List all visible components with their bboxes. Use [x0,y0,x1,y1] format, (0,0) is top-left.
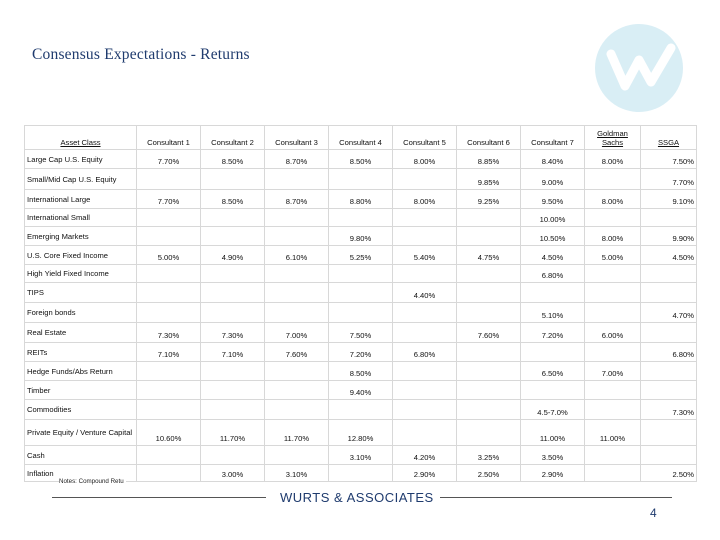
row-label: International Large [25,190,137,209]
table-cell [457,381,521,400]
table-cell: 7.60% [265,343,329,362]
table-cell: 4.40% [393,283,457,303]
table-cell [585,283,641,303]
table-cell [641,209,697,227]
table-cell: 11.00% [521,420,585,446]
table-row [25,362,697,381]
table-cell [137,283,201,303]
row-label: Emerging Markets [25,227,137,246]
table-cell [457,400,521,420]
table-cell [585,265,641,283]
table-cell: 5.10% [521,303,585,323]
table-row [25,169,697,190]
table-cell: 8.00% [585,190,641,209]
slide-title: Consensus Expectations - Returns [32,46,250,63]
table-cell: 3.10% [265,465,329,482]
table-cell: 4.50% [641,246,697,265]
table-cell [265,209,329,227]
table-cell [265,283,329,303]
table-cell [201,283,265,303]
table-cell: 2.90% [393,465,457,482]
table-cell [265,303,329,323]
table-cell: 10.50% [521,227,585,246]
table-cell: 8.50% [201,190,265,209]
table-cell [585,400,641,420]
table-row [25,246,697,265]
table-row [25,303,697,323]
table-cell [329,303,393,323]
table-cell [201,446,265,465]
table-cell: 8.70% [265,150,329,169]
table-cell [265,362,329,381]
table-cell [641,446,697,465]
table-cell [137,169,201,190]
table-cell [393,303,457,323]
table-cell [201,209,265,227]
table-cell [201,400,265,420]
table-cell: 7.10% [137,343,201,362]
table-cell: 4.5-7.0% [521,400,585,420]
table-cell [457,303,521,323]
table-row [25,265,697,283]
table-cell: 6.80% [521,265,585,283]
table-cell [137,446,201,465]
table-cell [137,265,201,283]
table-cell: 4.75% [457,246,521,265]
table-cell [137,227,201,246]
notes-text: Notes: Compound Retu [59,478,124,485]
table-cell: 7.30% [137,323,201,343]
table-cell [641,362,697,381]
row-label: TIPS [25,283,137,303]
row-label: REITs [25,343,137,362]
table-cell [641,420,697,446]
table-cell [585,381,641,400]
header-row [25,126,697,150]
table-cell: 6.50% [521,362,585,381]
table-row [25,400,697,420]
table-cell: 3.50% [521,446,585,465]
table-cell: 4.20% [393,446,457,465]
table-cell: 9.80% [329,227,393,246]
table-cell [393,265,457,283]
table-cell: 8.80% [329,190,393,209]
table-cell: 8.40% [521,150,585,169]
table-cell: 9.25% [457,190,521,209]
table-cell [393,362,457,381]
table-cell [329,209,393,227]
table-cell: 7.30% [641,400,697,420]
table-cell [641,265,697,283]
header-ssga: SSGA [641,126,697,150]
table-cell [585,209,641,227]
table-cell: 5.40% [393,246,457,265]
header-consultant-5: Consultant 5 [393,126,457,150]
header-consultant-1: Consultant 1 [137,126,201,150]
table-cell [329,265,393,283]
table-cell: 3.00% [201,465,265,482]
table-cell: 4.50% [521,246,585,265]
wurts-logo-icon [595,24,683,112]
table-cell [393,227,457,246]
header-consultant-3: Consultant 3 [265,126,329,150]
table-cell [641,381,697,400]
table-cell [585,303,641,323]
table-cell: 9.40% [329,381,393,400]
table-cell [393,169,457,190]
table-cell: 7.50% [329,323,393,343]
table-cell: 9.85% [457,169,521,190]
table-cell [457,227,521,246]
table-cell: 6.80% [393,343,457,362]
table-cell: 8.00% [393,190,457,209]
table-row [25,446,697,465]
table-cell: 6.00% [585,323,641,343]
table-row [25,190,697,209]
table-cell: 2.50% [457,465,521,482]
row-label: High Yield Fixed Income [25,265,137,283]
table-cell: 9.90% [641,227,697,246]
table-cell [521,283,585,303]
table-cell [201,362,265,381]
table-cell: 7.20% [329,343,393,362]
table-cell [265,446,329,465]
table-cell: 8.85% [457,150,521,169]
table-cell [585,343,641,362]
table-cell [521,343,585,362]
table-cell [393,323,457,343]
table-cell: 2.90% [521,465,585,482]
header-goldman-sachs: Goldman Sachs [585,126,641,150]
table-cell: 7.30% [201,323,265,343]
table-cell: 7.20% [521,323,585,343]
table-cell [329,465,393,482]
table-cell: 8.50% [201,150,265,169]
table-cell: 11.70% [265,420,329,446]
table-cell [201,303,265,323]
row-label: Small/Mid Cap U.S. Equity [25,169,137,190]
table-cell [137,209,201,227]
table-cell: 7.10% [201,343,265,362]
table-cell [137,362,201,381]
table-cell [641,323,697,343]
table-cell [457,209,521,227]
table-cell [457,265,521,283]
table-row [25,420,697,446]
table-row [25,381,697,400]
table-cell [641,283,697,303]
returns-table [24,125,697,482]
table-cell [521,381,585,400]
table-cell: 8.00% [585,227,641,246]
table-cell [265,169,329,190]
table-cell: 9.00% [521,169,585,190]
table-cell: 7.70% [137,190,201,209]
table-cell: 7.00% [265,323,329,343]
footer-rule-right [440,497,672,498]
table-cell [329,400,393,420]
table-cell [137,303,201,323]
table-cell [457,283,521,303]
table-cell: 12.80% [329,420,393,446]
table-cell [393,209,457,227]
table-cell [265,265,329,283]
table-cell [329,283,393,303]
table-cell [457,343,521,362]
table-cell: 8.50% [329,150,393,169]
table-cell: 8.00% [393,150,457,169]
table-row [25,150,697,169]
table-row [25,227,697,246]
table-cell: 8.00% [585,150,641,169]
row-label: Private Equity / Venture Capital [25,420,137,446]
table-cell: 5.25% [329,246,393,265]
footer-firm-name: WURTS & ASSOCIATES [280,490,434,505]
row-label: U.S. Core Fixed Income [25,246,137,265]
table-cell [137,465,201,482]
row-label: Timber [25,381,137,400]
table-row [25,323,697,343]
table-cell [201,227,265,246]
row-label: Foreign bonds [25,303,137,323]
table-cell [585,169,641,190]
table-cell [393,420,457,446]
table-cell: 5.00% [585,246,641,265]
row-label: Real Estate [25,323,137,343]
table-cell [201,169,265,190]
table-cell: 7.60% [457,323,521,343]
table-cell: 2.50% [641,465,697,482]
table-cell [201,265,265,283]
table-cell: 9.10% [641,190,697,209]
table-cell: 8.70% [265,190,329,209]
table-cell [457,362,521,381]
row-label: Hedge Funds/Abs Return [25,362,137,381]
table-cell: 10.00% [521,209,585,227]
table-row [25,209,697,227]
table-cell [393,381,457,400]
table-cell: 7.00% [585,362,641,381]
table-cell [585,465,641,482]
table-cell [393,400,457,420]
table-cell: 8.50% [329,362,393,381]
table-cell [329,169,393,190]
row-label: Large Cap U.S. Equity [25,150,137,169]
row-label: Commodities [25,400,137,420]
table-cell: 7.50% [641,150,697,169]
header-consultant-4: Consultant 4 [329,126,393,150]
row-label: International Small [25,209,137,227]
table-cell: 11.70% [201,420,265,446]
table-cell: 7.70% [137,150,201,169]
page-number: 4 [650,506,657,520]
header-consultant-7: Consultant 7 [521,126,585,150]
table-cell: 10.60% [137,420,201,446]
table-cell: 7.70% [641,169,697,190]
table-cell [457,420,521,446]
table-cell [137,381,201,400]
table-row [25,343,697,362]
table-cell: 4.90% [201,246,265,265]
row-label: Cash [25,446,137,465]
table-cell: 6.10% [265,246,329,265]
table-cell: 3.10% [329,446,393,465]
header-consultant-2: Consultant 2 [201,126,265,150]
table-cell: 4.70% [641,303,697,323]
table-cell [265,381,329,400]
table-cell [137,400,201,420]
table-cell [585,446,641,465]
table-cell: 11.00% [585,420,641,446]
table-cell [201,381,265,400]
table-row [25,283,697,303]
table-cell: 3.25% [457,446,521,465]
footer-rule-left [52,497,266,498]
header-consultant-6: Consultant 6 [457,126,521,150]
table-cell: 6.80% [641,343,697,362]
table-cell [265,227,329,246]
table-cell [265,400,329,420]
table-cell: 5.00% [137,246,201,265]
row-label: Inflation [25,465,137,482]
table-cell: 9.50% [521,190,585,209]
header-asset-class: Asset Class [25,126,137,150]
